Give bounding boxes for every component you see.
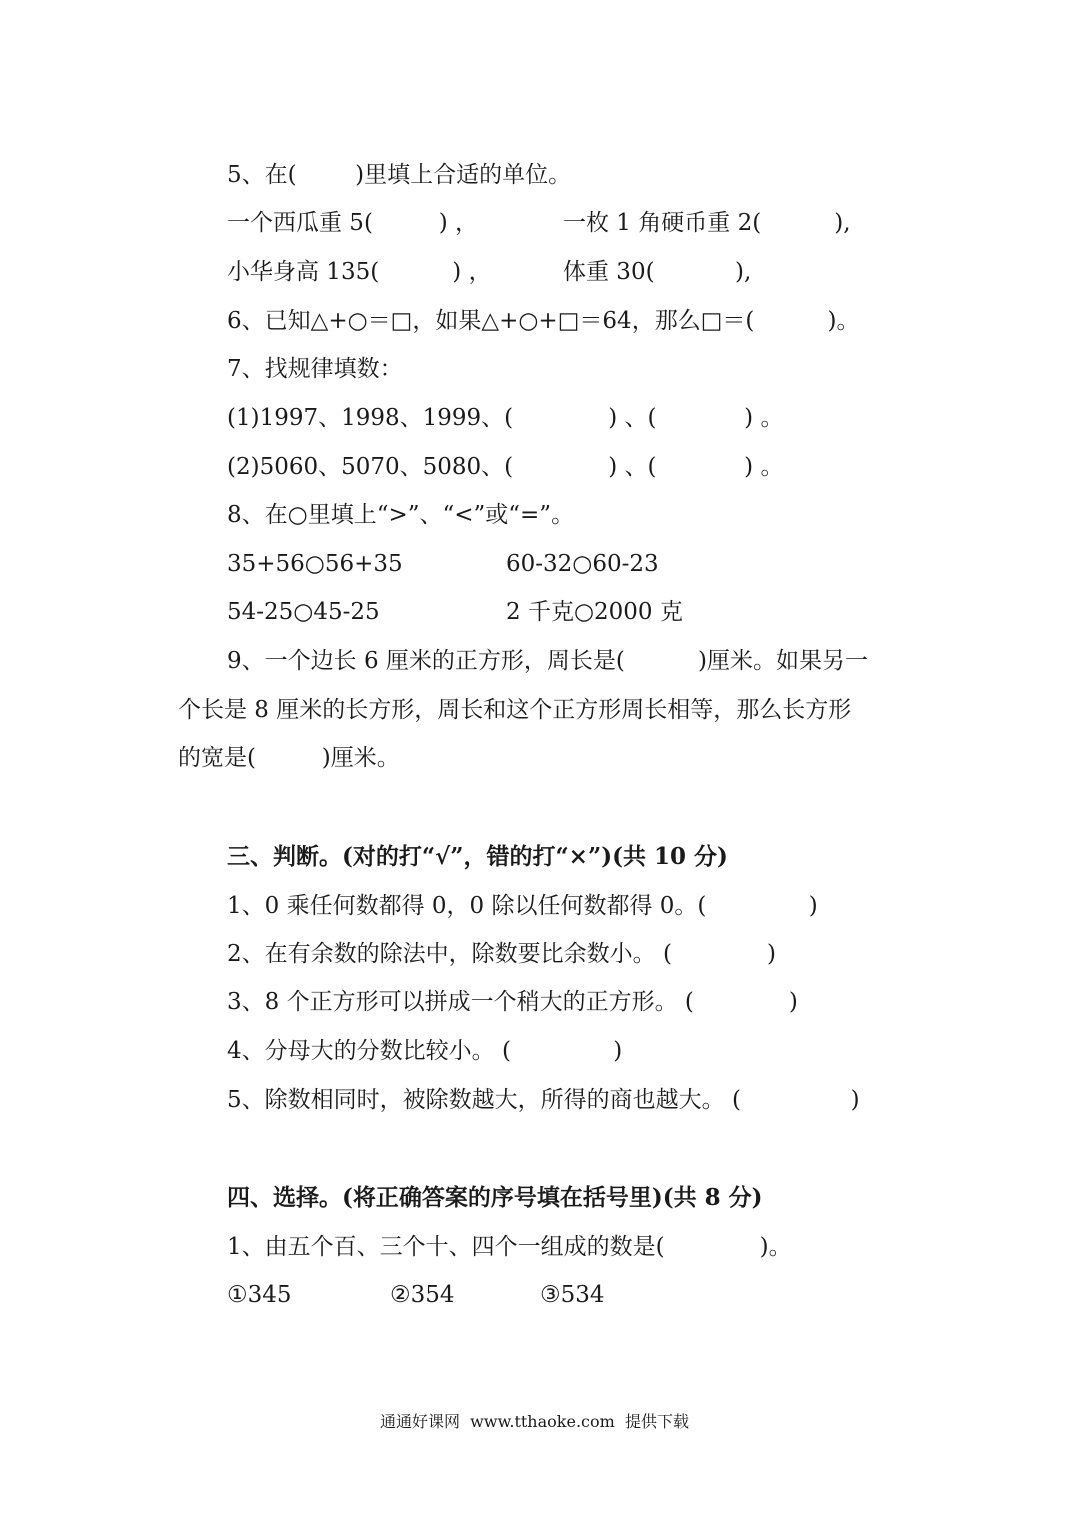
q7-sequence-2: (2)5060、5070、5080、( ) 、( ) 。 <box>227 454 784 480</box>
judge-item-2: 2、在有余数的除法中，除数要比余数小。 ( ) <box>227 941 776 967</box>
q7-prompt: 7、找规律填数： <box>227 356 403 382</box>
section-3-heading: 三、判断。(对的打“√”，错的打“×”)(共 10 分) <box>227 843 728 870</box>
choice-option-3: ③534 <box>540 1282 605 1308</box>
q8-prompt: 8、在○里填上“>”、“<”或“=”。 <box>227 502 575 528</box>
q5-watermelon: 一个西瓜重 5( ) ， <box>227 210 479 236</box>
judge-item-3: 3、8 个正方形可以拼成一个稍大的正方形。 ( ) <box>227 989 798 1015</box>
q6-text: 6、已知△+○＝□，如果△+○+□＝64，那么□＝( )。 <box>227 308 860 334</box>
q7-sequence-1: (1)1997、1998、1999、( ) 、( ) 。 <box>227 405 784 431</box>
choice-option-2: ②354 <box>390 1282 455 1308</box>
q8-compare-c: 54-25○45-25 <box>227 599 380 625</box>
judge-item-5: 5、除数相同时，被除数越大，所得的商也越大。 ( ) <box>227 1087 860 1113</box>
q5-prompt: 5、在( )里填上合适的单位。 <box>227 162 572 188</box>
q8-compare-d: 2 千克○2000 克 <box>506 599 683 625</box>
q8-compare-b: 60-32○60-23 <box>506 551 659 577</box>
q5-weight: 体重 30( ), <box>563 259 752 285</box>
q5-coin: 一枚 1 角硬币重 2( ), <box>563 210 851 236</box>
section-4-heading: 四、选择。(将正确答案的序号填在括号里)(共 8 分) <box>227 1184 763 1211</box>
q9-line-2: 个长是 8 厘米的长方形，周长和这个正方形周长相等，那么长方形 <box>178 697 852 723</box>
q5-height: 小华身高 135( ) ， <box>227 259 492 285</box>
page-footer: 通通好课网 www.tthaoke.com 提供下载 <box>380 1412 689 1431</box>
judge-item-1: 1、0 乘任何数都得 0，0 除以任何数都得 0。( ) <box>227 893 818 919</box>
judge-item-4: 4、分母大的分数比较小。 ( ) <box>227 1038 623 1064</box>
choice-option-1: ①345 <box>227 1282 292 1308</box>
q8-compare-a: 35+56○56+35 <box>227 551 403 577</box>
q9-line-1: 9、一个边长 6 厘米的正方形，周长是( )厘米。如果另一 <box>227 648 868 674</box>
choice-q1: 1、由五个百、三个十、四个一组成的数是( )。 <box>227 1234 792 1260</box>
q9-line-3: 的宽是( )厘米。 <box>178 745 400 771</box>
